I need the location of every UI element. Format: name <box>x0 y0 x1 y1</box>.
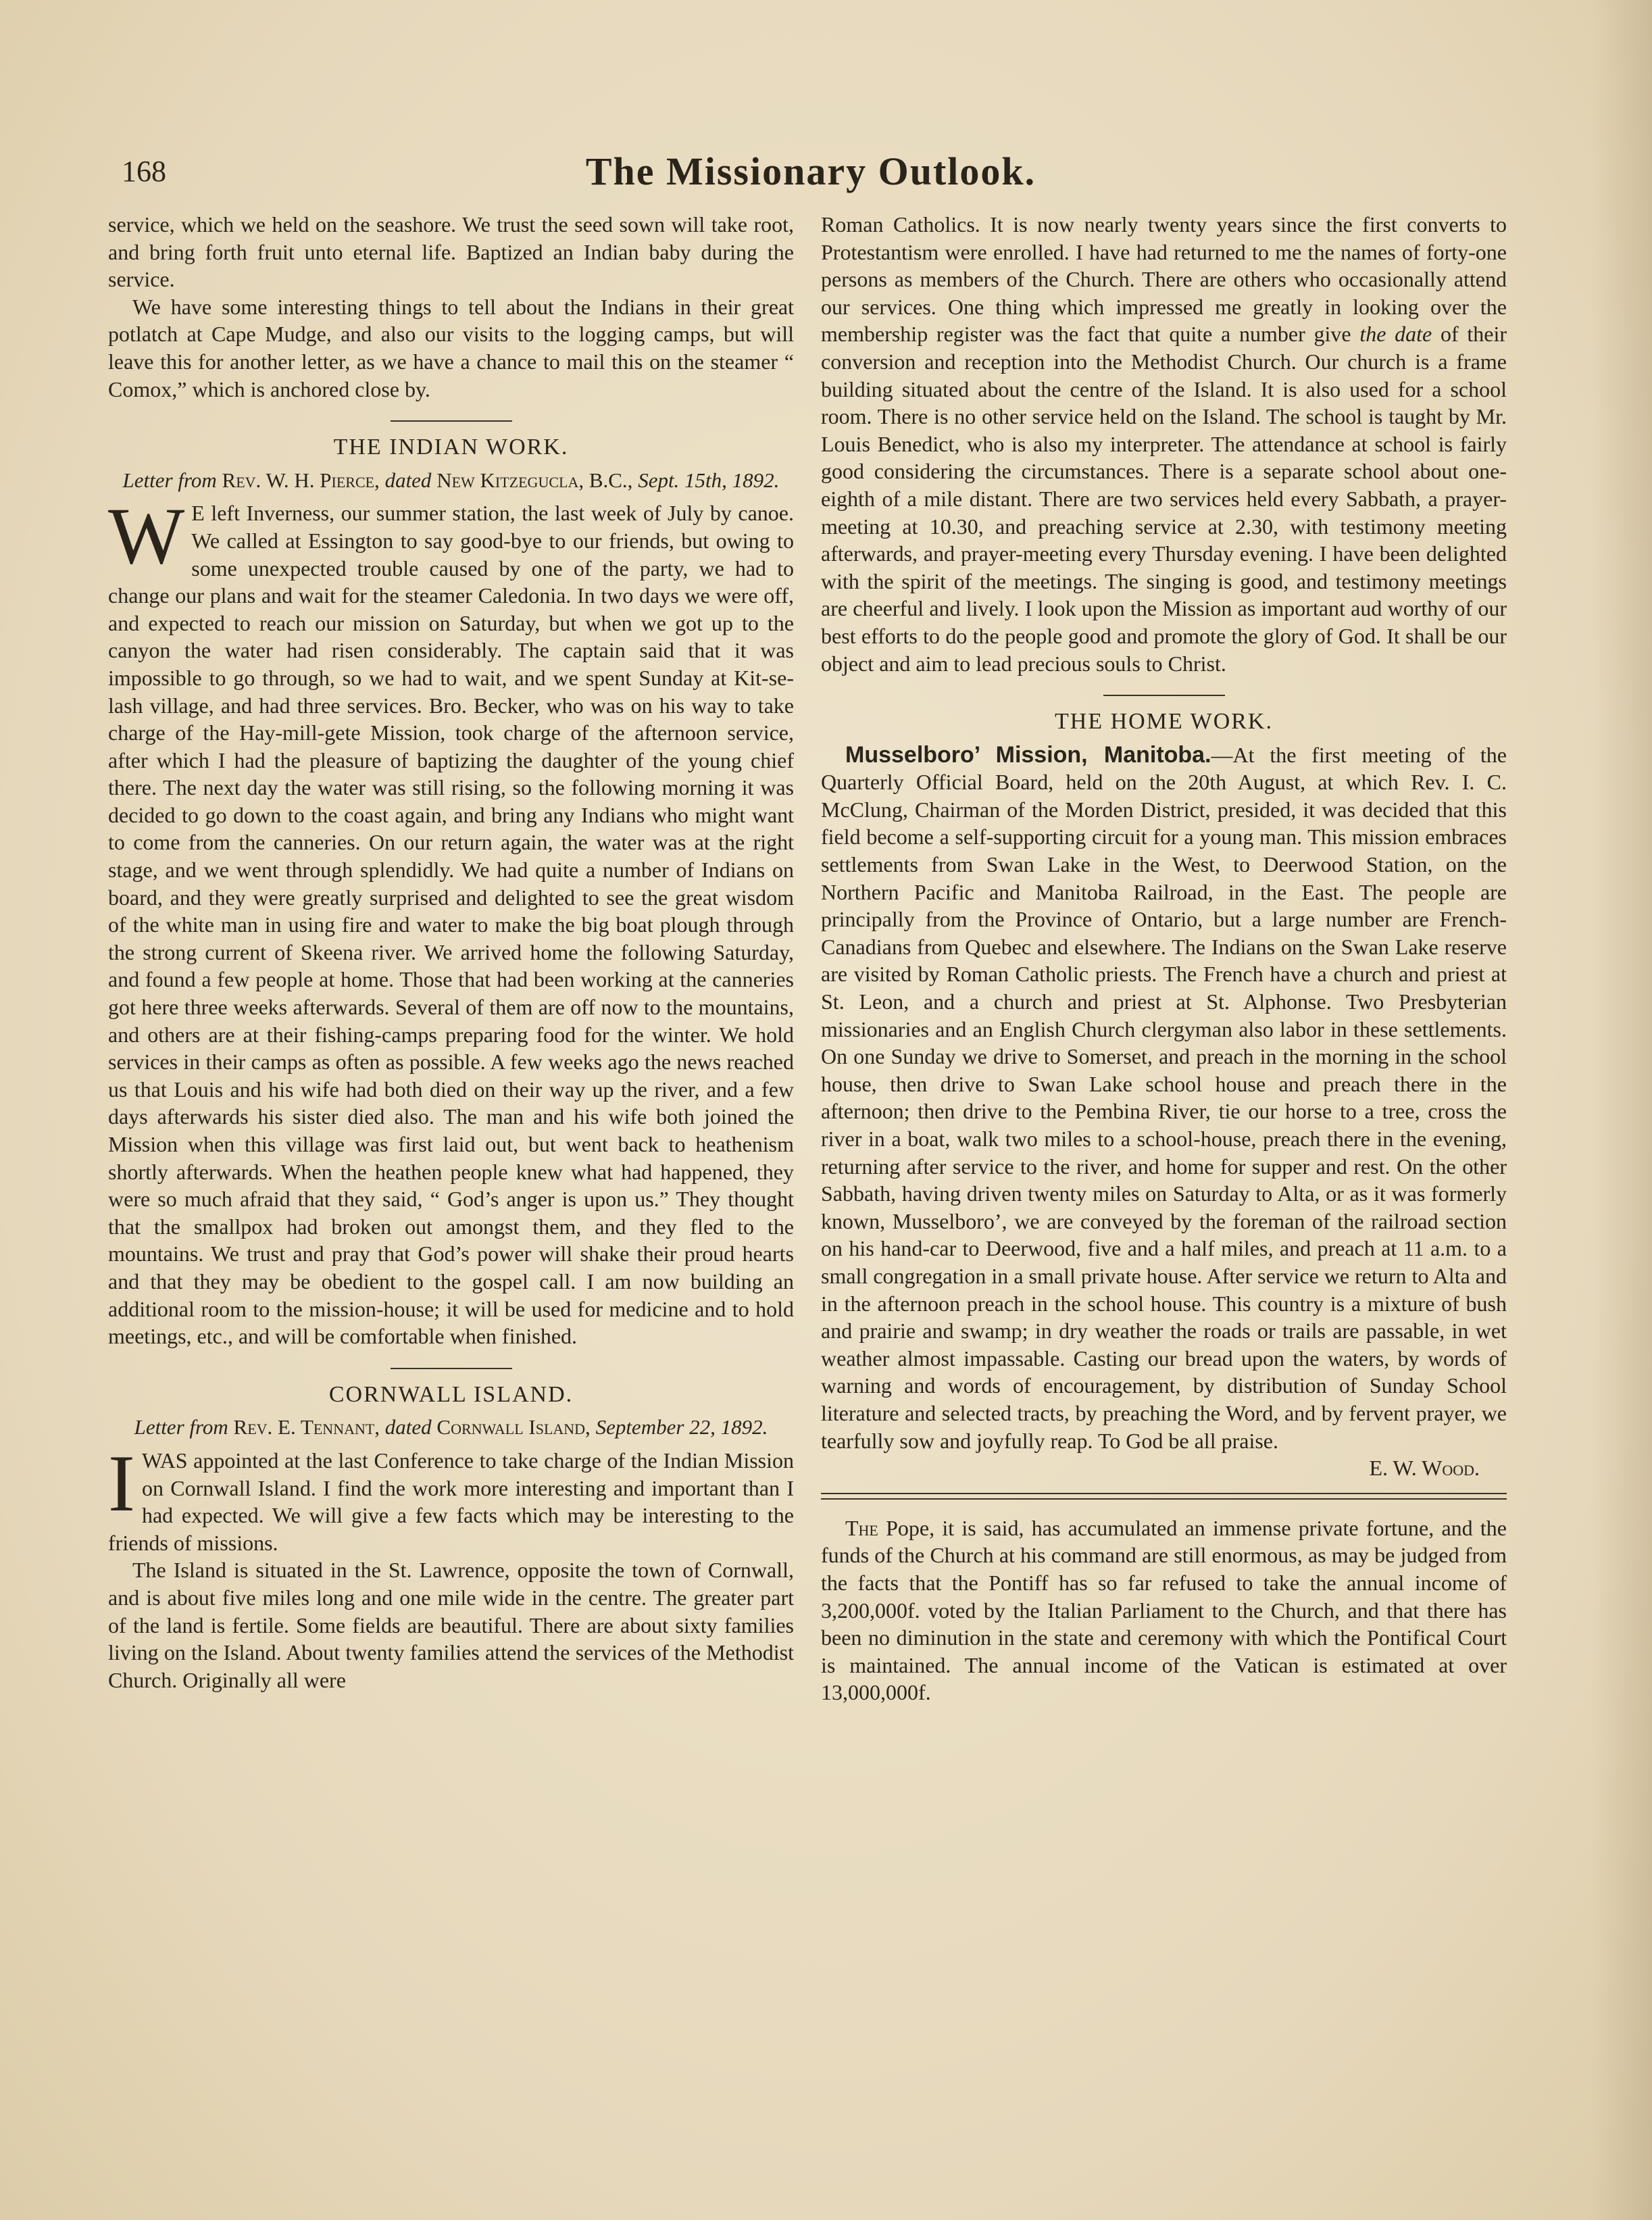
byline-prefix: Letter from <box>122 468 217 492</box>
cornwall-byline <box>108 1414 794 1441</box>
page-header <box>108 149 1513 209</box>
left-column <box>108 211 794 1694</box>
cornwall-continuation <box>821 211 1507 677</box>
byline-dated: dated <box>384 468 432 492</box>
cornwall-text-1: WAS appointed at the last Conference to take charge of the Indian Mission on Cornwall Island. I find the work more interesting and important than I had expected. We will give a few facts which may be interesting to the friends of missions. <box>108 1448 794 1555</box>
byline-author: Rev. W. H. Pierce, <box>222 468 380 492</box>
masthead-title: The Missionary Outlook. <box>585 149 1036 193</box>
pope-lead: The <box>845 1515 878 1540</box>
cornwall-cont-text-a: Roman Catholics. It is now nearly twenty years since the first converts to Protestantism were enrolled. I have had returned to me the names of forty-one persons as members of the Church. There are others who occasionally attend our services. One thing which impressed me greatly in looking over the membership register was the fact that quite a number give <box>821 212 1507 347</box>
cornwall-heading: CORNWALL ISLAND. <box>328 1381 574 1407</box>
byline-dated: dated <box>384 1415 432 1439</box>
drop-cap: W <box>108 491 185 581</box>
indian-work-body <box>108 491 794 1350</box>
home-work-text: —At the first meeting of the Quarterly Official Board, held on the 20th August, at which Rev. I. C. McClung, Chairman of the Morden District, presided, it was decided that this field become a self-supporting circuit for a young man. This mission embraces settlements from Swan Lake in the West, to Deerwood Station, on the Northern Pacific and Manitoba Railroad, in the East. The people are principally from the Province of Ontario, but a large number are French-Canadians from Quebec and elsewhere. The Indians on the Swan Lake reserve are visited by Roman Catholic priests. The French have a church and priest at St. Leon, and a church and priest at St. Alphonse. Two Presbyterian missionaries and an English Church clergyman also labor in these settlements. On one Sunday we drive to Somerset, and preach in the morning in the school house, then drive to Swan Lake school house and preach there in the afternoon; then drive to the Pembina River, tie our horse to a tree, cross the river in a boat, walk two miles to a school-house, preach there in the evening, returning after service to the river, and home for supper and rest. On the other Sabbath, having driven twenty miles on Saturday to Alta, or as it was formerly known, Musselboro’, we are conveyed by the foreman of the railroad section on his hand-car to Deerwood, five and a half miles, and preach at 11 a.m. to a small congregation in a small private house. After service we return to Alta and in the afternoon preach in the school house. This country is a mixture of bush and prairie and swamp; in dry weather the roads or trails are passable, in wet weather almost impassable. Casting our bread upon the waters, by words of warning and words of encouragement, by distribution of Sunday School literature and selected tracts, by preaching the Word, and by fervent prayer, we tearfully sow and joyfully reap. To God be all praise. <box>821 742 1507 1453</box>
pope-paragraph <box>821 1514 1507 1706</box>
section-divider <box>391 1368 512 1369</box>
cornwall-cont-italic: the date <box>1359 322 1432 347</box>
double-rule-divider <box>821 1493 1507 1500</box>
home-work-signature: E. W. Wood. <box>1369 1456 1480 1481</box>
byline-place: New Kitzegucla, B.C., <box>436 468 633 492</box>
byline-prefix: Letter from <box>134 1415 228 1439</box>
byline-place: Cornwall Island, <box>436 1415 591 1439</box>
page-number: 168 <box>122 155 166 188</box>
intro-paragraph-2: We have some interesting things to tell about the Indians in their great potlatch at Cape Mudge, and also our visits to the logging camps, but will leave this for another letter, as we have a chance to mail this on the steamer “ Comox,” which is anchored close by. <box>108 294 794 401</box>
section-divider <box>1103 695 1225 696</box>
pope-text: Pope, it is said, has accumulated an immense private fortune, and the funds of the Church at his command are still enormous, as may be judged from the facts that the Pontiff has so far refused to take the annual income of 3,200,000f. voted by the Italian Parliament to the Church, and that there has been no diminution in the state and ceremony with which the Pontifical Court is maintained. The annual income of the Vatican is estimated at over 13,000,000f. <box>821 1515 1507 1705</box>
byline-author: Rev. E. Tennant, <box>233 1415 380 1439</box>
home-work-heading: THE HOME WORK. <box>1055 709 1273 735</box>
cornwall-paragraph-2: The Island is situated in the St. Lawrence, opposite the town of Cornwall, and is about five miles long and one mile wide in the centre. The greater part of the land is fertile. Some fields are beautiful. There are about sixty families living on the Island. About twenty families attend the services of the Methodist Church. Originally all were <box>108 1558 794 1692</box>
cornwall-paragraph-1 <box>108 1437 794 1556</box>
home-work-lead: Musselboro’ Mission, Manitoba. <box>845 741 1211 768</box>
right-column <box>821 211 1507 1706</box>
home-work-body <box>821 741 1507 1454</box>
intro-paragraph-1: service, which we held on the seashore. We trust the seed sown will take root, and bring forth fruit unto eternal life. Baptized an Indian baby during the service. <box>108 212 794 292</box>
section-divider <box>391 420 512 422</box>
byline-date: Sept. 15th, 1892. <box>638 468 780 492</box>
indian-work-byline <box>108 467 794 495</box>
indian-work-heading: THE INDIAN WORK. <box>333 435 569 460</box>
drop-cap: I <box>108 1437 135 1528</box>
page-edge-shadow <box>1591 0 1652 2220</box>
byline-date: September 22, 1892. <box>595 1415 768 1439</box>
cornwall-cont-text-b: of their conversion and reception into the Methodist Church. Our church is a frame building situated about the centre of the Island. It is also used for a school room. There is no other service held on the Island. The school is taught by Mr. Louis Benedict, who is also my interpreter. The attendance at school is fairly good considering the circumstances. There is a separate school about one-eighth of a mile distant. There are two services held every Sabbath, a prayer-meeting at 10.30, and preaching service at 2.30, with testimony meeting afterwards, and prayer-meeting every Thursday evening. I have been delighted with the spirit of the meetings. The singing is good, and testimony meetings are cheerful and lively. I look upon the Mission as important aud worthy of our best efforts to do the people good and promote the glory of God. It shall be our object and aim to lead precious souls to Christ. <box>821 322 1507 676</box>
indian-work-text: E left Inverness, our summer station, the last week of July by canoe. We called at Essington to say good-bye to our friends, but owing to some unexpected trouble caused by one of the party, we had to change our plans and wait for the steamer Caledonia. In two days we were off, and expected to reach our mission on Saturday, but when we got up to the canyon the water had risen considerably. The captain said that it was impossible to go through, so we had to wait, and we spent Sunday at Kit-se-lash village, and had three services. Bro. Becker, who was on his way to take charge of the Hay-mill-gete Mission, took charge of the afternoon service, after which I had the pleasure of baptizing the daughter of the young chief there. The next day the water was still rising, so the following morning it was decided to go down to the coast again, and bring any Indians who might want to come from the canneries. On our return again, the water was at the right stage, and we went through splendidly. We had quite a number of Indians on board, and they were greatly surprised and delighted to see the great wisdom of the white man in using fire and water to make the big boat plough through the strong current of Skeena river. We arrived home the following Saturday, and found a few people at home. Those that had been working at the canneries got here three weeks afterwards. Several of them are off now to the mountains, and others are at their fishing-camps preparing food for the winter. We hold services in their camps as often as possible. A few weeks ago the news reached us that Louis and his wife had both died on their way up the river, and a few days afterwards his sister died also. The man and his wife both joined the Mission when this village was first laid out, but went back to heathenism shortly afterwards. When the heathen people knew what had happened, they were so much afraid that they said, “ God’s anger is upon us.” They thought that the smallpox had broken out amongst them, and they fled to the mountains. We trust and pray that God’s power will shake their proud hearts and that they may be obedient to the gospel call. I am now building an additional room to the mission-house; it will be used for medicine and to hold meetings, etc., and will be comfortable when finished. <box>108 501 794 1349</box>
